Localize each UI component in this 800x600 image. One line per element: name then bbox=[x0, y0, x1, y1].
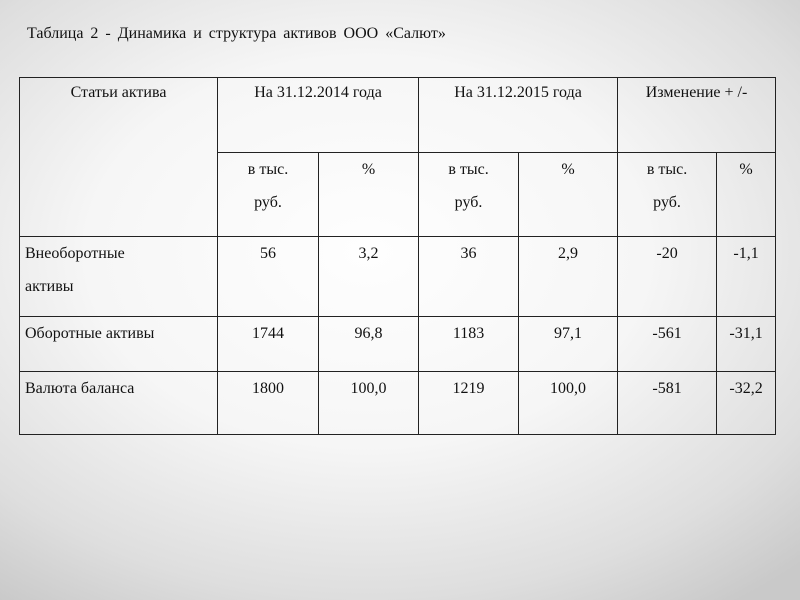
header-row-label-cell bbox=[20, 78, 218, 237]
value-cell: 1744 bbox=[218, 317, 319, 372]
subheader-amount-line1: в тыс. bbox=[247, 161, 289, 178]
header-row bbox=[20, 78, 776, 153]
value-cell: -20 bbox=[618, 237, 717, 317]
subheader-percent-cell bbox=[319, 153, 419, 237]
value-cell: 96,8 bbox=[319, 317, 419, 372]
value-cell: -31,1 bbox=[717, 317, 776, 372]
header-group-label: На 31.12.2015 года bbox=[454, 84, 582, 101]
table-row bbox=[20, 317, 776, 372]
header-group-label: На 31.12.2014 года bbox=[254, 84, 382, 101]
value-cell: -581 bbox=[618, 372, 717, 435]
subheader-amount-line2: руб. bbox=[653, 194, 681, 211]
subheader-percent: % bbox=[561, 161, 575, 178]
value-cell: 100,0 bbox=[519, 372, 618, 435]
header-row-label: Статьи актива bbox=[70, 84, 167, 101]
value-cell: 56 bbox=[218, 237, 319, 317]
subheader-percent-cell bbox=[717, 153, 776, 237]
table-row bbox=[20, 372, 776, 435]
header-group-change bbox=[618, 78, 776, 153]
table-row bbox=[20, 237, 776, 317]
value-cell: 100,0 bbox=[319, 372, 419, 435]
value-cell: 97,1 bbox=[519, 317, 618, 372]
value-cell: 2,9 bbox=[519, 237, 618, 317]
subheader-amount-line1: в тыс. bbox=[448, 161, 489, 178]
row-label-cell bbox=[20, 237, 218, 317]
value-cell: -1,1 bbox=[717, 237, 776, 317]
row-label-cell: Валюта баланса bbox=[20, 372, 218, 435]
table-title: Таблица 2 - Динамика и структура активов ООО «Салют» bbox=[27, 25, 446, 42]
value-cell: -32,2 bbox=[717, 372, 776, 435]
value-cell: 36 bbox=[419, 237, 519, 317]
row-label-line1: Внеоборотные bbox=[25, 245, 125, 262]
value-cell: 1183 bbox=[419, 317, 519, 372]
subheader-percent: % bbox=[739, 161, 753, 178]
assets-table bbox=[19, 77, 776, 435]
subheader-amount-line2: руб. bbox=[254, 194, 282, 211]
subheader-amount-line1: в тыс. bbox=[646, 161, 688, 178]
subheader-amount-cell bbox=[218, 153, 319, 237]
subheader-amount-cell bbox=[618, 153, 717, 237]
value-cell: -561 bbox=[618, 317, 717, 372]
header-group-label: Изменение + /- bbox=[645, 84, 748, 101]
header-group-2015 bbox=[419, 78, 618, 153]
header-group-2014 bbox=[218, 78, 419, 153]
subheader-percent: % bbox=[361, 161, 376, 178]
value-cell: 3,2 bbox=[319, 237, 419, 317]
value-cell: 1219 bbox=[419, 372, 519, 435]
subheader-amount-line2: руб. bbox=[454, 194, 483, 211]
subheader-percent-cell bbox=[519, 153, 618, 237]
row-label-line2: активы bbox=[25, 278, 74, 295]
subheader-amount-cell bbox=[419, 153, 519, 237]
value-cell: 1800 bbox=[218, 372, 319, 435]
row-label-cell: Оборотные активы bbox=[20, 317, 218, 372]
